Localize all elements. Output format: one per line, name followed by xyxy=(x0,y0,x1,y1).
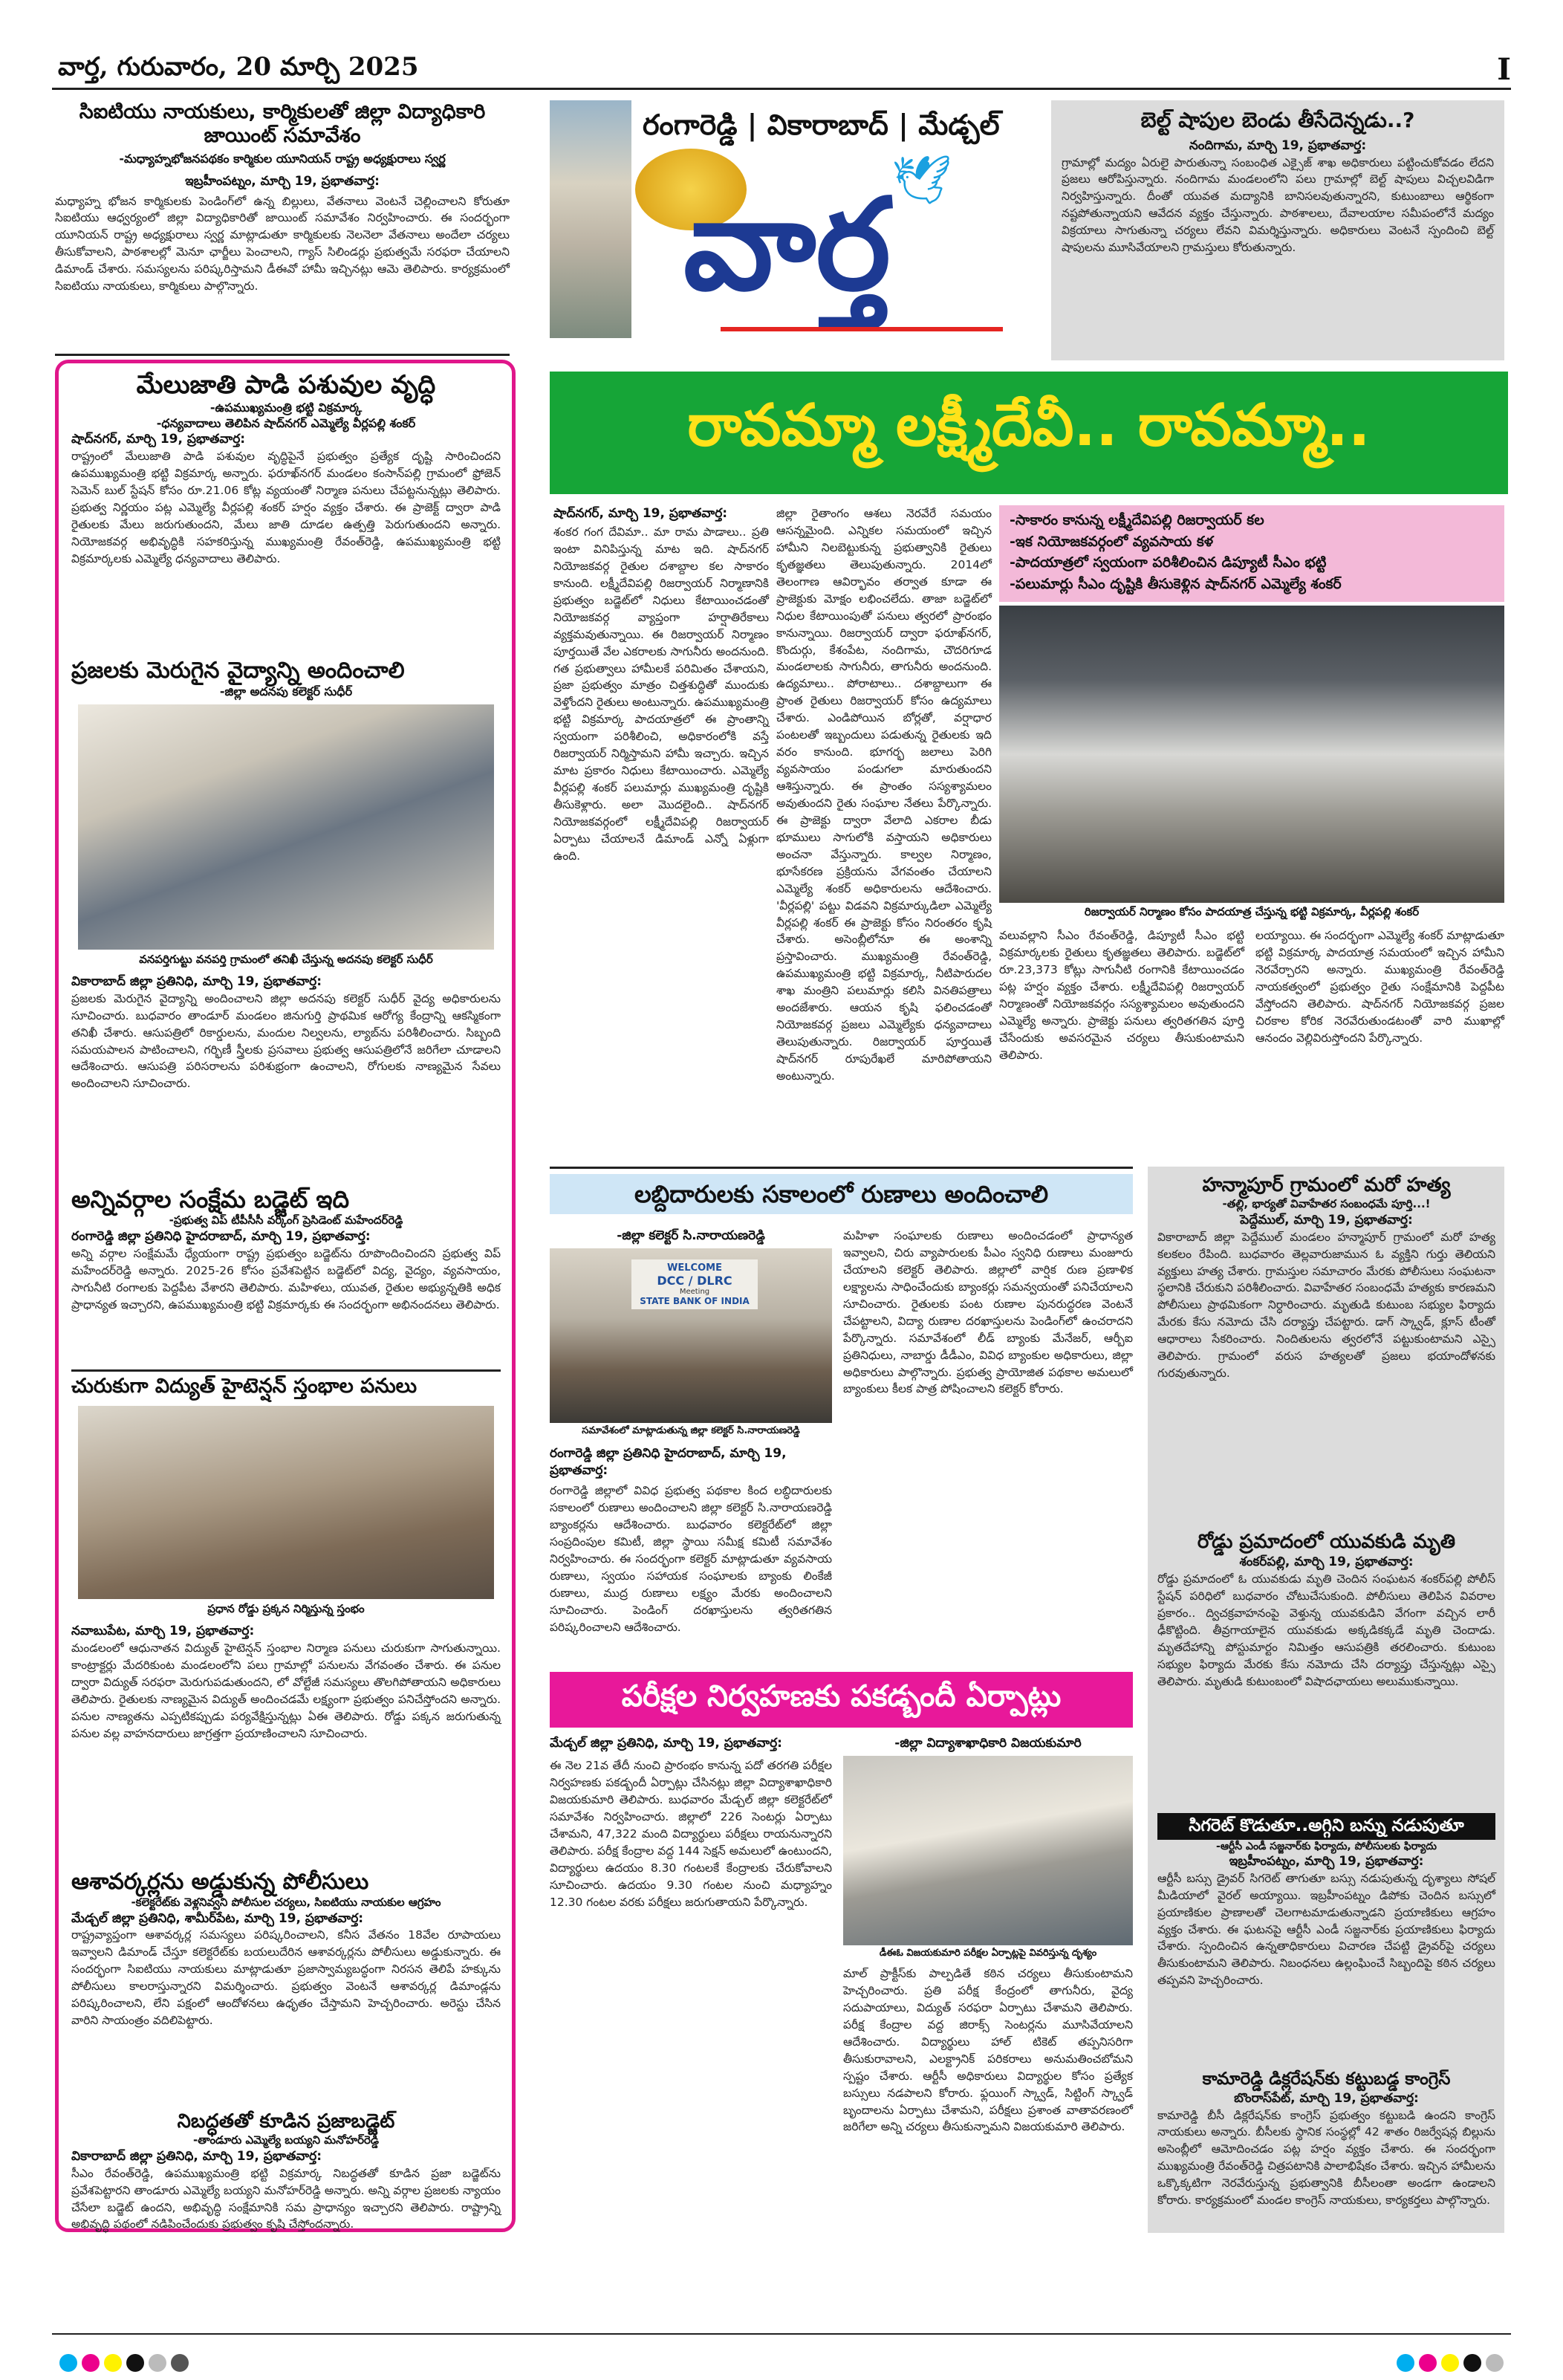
registration-mark xyxy=(1397,2354,1414,2372)
dateline: నవాబుపేట, మార్చి 19, ప్రభాతవార్త: xyxy=(71,1624,255,1639)
bullet-3: -పాదయాత్రలో స్వయంగా పరిశీలించిన డిప్యూటీ సీఎం భట్టి xyxy=(1010,554,1327,571)
dateline: మేడ్చల్ జిల్లా ప్రతినిధి, శామీర్‌పేట, మార్చి 19, ప్రభాతవార్త: xyxy=(71,1910,364,1926)
meeting-banner xyxy=(631,1259,758,1309)
headline: పరీక్షల నిర్వహణకు పకడ్బందీ ఏర్పాట్లు xyxy=(621,1679,1062,1713)
subheadline: -జిల్లా అదనపు కలెక్టర్ సుధీర్ xyxy=(219,684,353,698)
article-budget xyxy=(71,1185,501,1367)
article-body-2: మాల్ ప్రాక్టీస్‌కు పాల్పడితే కఠిన చర్యలు తీసుకుంటామని హెచ్చరించారు. ప్రతి పరీక్ష కేంద్రంలో తాగునీరు, వైద్య సదుపాయాలు, విద్యుత్ సరఫరా ఏర్పాటు చేశామని తెలిపారు. పరీక్ష కేంద్రాల వద్ద జిరాక్స్ సెంటర్లను మూసివేయాలని ఆదేశించారు. విద్యార్థులు హాల్ టికెట్ తప్పనిసరిగా తీసుకురావాలని, ఎలక్ట్రానిక్ పరికరాలు అనుమతించబోమని స్పష్టం చేశారు. ఆర్టీసీ అధికారులు విద్యార్థుల కోసం ప్రత్యేక బస్సులు నడపాలని కోరారు. ఫ్లయింగ్ స్క్వాడ్, సిట్టింగ్ స్క్వాడ్ బృందాలను ఏర్పాటు చేశామని, పరీక్షలు ప్రశాంత వాతావరణంలో జరిగేలా అన్ని చర్యలు తీసుకున్నామని విజయకుమారి తెలిపారు. xyxy=(843,1967,1133,2134)
headline: సిఐటియు నాయకులు, కార్మికులతో జిల్లా విద్యాధికారి జాయింట్ సమావేశం xyxy=(79,100,486,148)
main-dateline xyxy=(553,505,769,522)
main-headline: రావమ్మా లక్ష్మీదేవీ.. రావమ్మా.. xyxy=(687,392,1371,459)
subheadline: -ప్రభుత్వ విప్ టీపీసీసీ వర్కింగ్ ప్రెసిడెంట్ మహేందర్‌రెడ్డి xyxy=(169,1213,403,1228)
article-body: రోడ్డు ప్రమాదంలో ఓ యువకుడు మృతి చెందిన సంఘటన శంకర్‌పల్లి పోలీస్ స్టేషన్ పరిధిలో బుధవారం చోటుచేసుకుంది. పోలీసులు తెలిపిన వివరాల ప్రకారం.. ద్విచక్రవాహనంపై వెళ్తున్న యువకుడిని వేగంగా వచ్చిన లారీ ఢీకొట్టింది. తీవ్రగాయాలైన యువకుడు అక్కడికక్కడే మృతి చెందాడు. మృతదేహాన్ని పోస్టుమార్టం నిమిత్తం ఆసుపత్రికి తరలించారు. కుటుంబ సభ్యుల ఫిర్యాదు మేరకు కేసు నమోదు చేసి దర్యాప్తు చేస్తున్నట్లు ఎస్సై తెలిపారు. మృతుడి కుటుంబంలో విషాదఛాయలు అలుముకున్నాయి. xyxy=(1157,1572,1495,1688)
page-header-date: వార్త, గురువారం, 20 మార్చి 2025 xyxy=(58,52,419,82)
photo-caption: సమావేశంలో మాట్లాడుతున్న జిల్లా కలెక్టర్ సి.నారాయణరెడ్డి xyxy=(582,1425,800,1436)
article-body: రంగారెడ్డి జిల్లాలో వివిధ ప్రభుత్వ పథకాల కింద లబ్ధిదారులకు సకాలంలో రుణాలు అందించాలని జిల్లా కలెక్టర్ సి.నారాయణరెడ్డి బ్యాంకర్లను ఆదేశించారు. బుధవారం కలెక్టరేట్‌లో జిల్లా సంప్రదింపుల కమిటీ, జిల్లా స్థాయి సమీక్ష కమిటీ సమావేశం నిర్వహించారు. ఈ సందర్భంగా కలెక్టర్ మాట్లాడుతూ వ్యవసాయ రుణాలు, స్వయం సహాయక సంఘాలకు బ్యాంకు లింకేజీ రుణాలు, ముద్ర రుణాలు లక్ష్యం మేరకు అందించాలని సూచించారు. పెండింగ్ దరఖాస్తులను త్వరితగతిన పరిష్కరించాలని ఆదేశించారు. xyxy=(550,1484,832,1634)
dateline: పెద్దేముల్, మార్చి 19, ప్రభాతవార్త: xyxy=(1240,1212,1413,1228)
article-electric xyxy=(71,1375,501,1865)
headline: ఆశావర్కర్లను అడ్డుకున్న పోలీసులు xyxy=(71,1869,369,1895)
masthead-brand: వార్త xyxy=(683,172,891,319)
headline: ప్రజలకు మెరుగైన వైద్యాన్ని అందించాలి xyxy=(71,658,405,684)
meeting-photo xyxy=(550,1248,832,1423)
article-asha xyxy=(71,1869,501,2092)
dateline: రంగారెడ్డి జిల్లా ప్రతినిధి హైదరాబాద్, మార్చి 19, ప్రభాతవార్త: xyxy=(550,1446,787,1478)
registration-mark xyxy=(149,2354,166,2372)
headline: చురుకుగా విద్యుత్ హైటెన్షన్ స్తంభాల పనులు xyxy=(71,1375,417,1398)
article-belt-shops xyxy=(1051,100,1504,360)
padayatra-photo xyxy=(999,606,1504,903)
registration-mark xyxy=(1441,2354,1459,2372)
article-kamareddy xyxy=(1157,2069,1495,2229)
article-body: ప్రజలకు మెరుగైన వైద్యాన్ని అందించాలని జిల్లా అదనపు కలెక్టర్ సుధీర్ వైద్య అధికారులను సూచించారు. బుధవారం తాండూర్ మండలం జినుగుర్తి ప్రాథమిక ఆరోగ్య కేంద్రాన్ని ఆకస్మికంగా తనిఖీ చేశారు. ఆసుపత్రిలో రికార్డులను, మందుల నిల్వలను, ల్యాబ్‌ను పరిశీలించారు. సిబ్బంది సమయపాలన పాటించాలని, గర్భిణీ స్త్రీలకు ప్రసవాలు ప్రభుత్వ ఆసుపత్రిలోనే జరిగేలా చూడాలని ఆదేశించారు. ఆసుపత్రి పరిసరాలను పరిశుభ్రంగా ఉంచాలని, రోగులకు నాణ్యమైన సేవలు అందించాలని సూచించారు. xyxy=(71,991,501,1091)
main-col-5: లయ్యాయి. ఈ సందర్భంగా ఎమ్మెల్యే శంకర్ మాట్లాడుతూ భట్టి విక్రమార్క పాదయాత్ర సమయంలో ఇచ్చిన హామీని నెరవేర్చారని అన్నారు. ముఖ్యమంత్రి రేవంత్‌రెడ్డి నాయకత్వంలో ప్రభుత్వం రైతు సంక్షేమానికి పెద్దపీట వేస్తోందని తెలిపారు. షాద్‌నగర్ నియోజకవర్గ ప్రజల చిరకాల కోరిక నెరవేరుతుండటంతో వారి ముఖాల్లో ఆనందం వెల్లివిరుస్తోందని పేర్కొన్నారు. xyxy=(1255,929,1504,1045)
dateline: ఇబ్రహీంపట్నం, మార్చి 19, ప్రభాతవార్త: xyxy=(1229,1853,1424,1869)
banner-dcc: DCC / DLRC xyxy=(657,1274,732,1288)
article-exams-banner xyxy=(550,1672,1133,1728)
article-exams xyxy=(550,1735,1133,2233)
article-body: కామారెడ్డి బీసీ డిక్లరేషన్‌కు కాంగ్రెస్ ప్రభుత్వం కట్టుబడి ఉందని కాంగ్రెస్ నాయకులు అన్నారు. బీసీలకు స్థానిక సంస్థల్లో 42 శాతం రిజర్వేషన్ల బిల్లును అసెంబ్లీలో ఆమోదించడం పట్ల హర్షం వ్యక్తం చేశారు. ఈ సందర్భంగా ముఖ్యమంత్రి రేవంత్‌రెడ్డి చిత్రపటానికి పాలాభిషేకం చేశారు. ఇచ్చిన హామీలను ఒక్కొక్కటిగా నెరవేరుస్తున్న ప్రభుత్వానికి బీసీలంతా అండగా ఉండాలని కోరారు. కార్యక్రమంలో మండల కాంగ్రెస్ నాయకులు, కార్యకర్తలు పాల్గొన్నారు. xyxy=(1157,2108,1495,2208)
main-col-2: జిల్లా రైతాంగం ఆశలు నెరవేరే సమయం ఆసన్నమైంది. ఎన్నికల సమయంలో ఇచ్చిన హామీని నిలబెట్టుకున్న ప్రభుత్వానికి రైతులు కృతజ్ఞతలు తెలుపుతున్నారు. 2014లో తెలంగాణ ఆవిర్భావం తర్వాత కూడా ఈ ప్రాజెక్టుకు మోక్షం లభించలేదు. తాజా బడ్జెట్‌లో నిధుల కేటాయింపుతో పనులు త్వరలో ప్రారంభం కానున్నాయి. రిజర్వాయర్ ద్వారా ఫరూఖ్‌నగర్, కొందుర్గు, కేశంపేట, నందిగామ, చౌదరిగూడ మండలాలకు సాగునీరు, తాగునీరు అందనుంది. ఉద్యమాలు.. పోరాటాలు.. దశాబ్దాలుగా ఈ ప్రాంత రైతులు రిజర్వాయర్ కోసం ఉద్యమాలు చేశారు. ఎండిపోయిన బోర్లతో, వర్షాధార పంటలతో ఇబ్బందులు పడుతున్న రైతులకు ఇది వరం కానుంది. భూగర్భ జలాలు పెరిగి వ్యవసాయం పండుగలా మారుతుందని ఆశిస్తున్నారు. ఈ ప్రాంతం సస్యశ్యామలం అవుతుందని రైతు సంఘాల నేతలు పేర్కొన్నారు. ఈ ప్రాజెక్టు ద్వారా వేలాది ఎకరాల బీడు భూములు సాగులోకి వస్తాయని అధికారులు అంచనా వేస్తున్నారు. కాల్వల నిర్మాణం, భూసేకరణ ప్రక్రియను వేగవంతం చేయాలని ఎమ్మెల్యే శంకర్ అధికారులను ఆదేశించారు. 'వీర్లపల్లి' పట్టు విడవని విక్రమార్కుడిలా ఎమ్మెల్యే వీర్లపల్లి శంకర్ ఈ ప్రాజెక్టు కోసం నిరంతరం కృషి చేశారు. అసెంబ్లీలోనూ ఈ అంశాన్ని ప్రస్తావించారు. ముఖ్యమంత్రి రేవంత్‌రెడ్డి, ఉపముఖ్యమంత్రి భట్టి విక్రమార్క, నీటిపారుదల శాఖ మంత్రిని పలుమార్లు కలిసి వినతిపత్రాలు అందజేశారు. ఆయన కృషి ఫలించడంతో నియోజకవర్గ ప్రజలు ఎమ్మెల్యేకు ధన్యవాదాలు తెలుపుతున్నారు. రిజర్వాయర్ పూర్తయితే షాద్‌నగర్ రూపురేఖలే మారిపోతాయని అంటున్నారు. xyxy=(776,507,992,1083)
photo-caption: రిజర్వాయర్ నిర్మాణం కోసం పాదయాత్ర చేస్తున్న భట్టి విక్రమార్క, వీర్లపల్లి శంకర్ xyxy=(1084,905,1420,918)
photo-caption: వనపర్తిగుట్టు వనపర్తి గ్రామంలో తనిఖీ చేస్తున్న అదనపు కలెక్టర్ సుధీర్ xyxy=(139,952,433,966)
article-body: మండలంలో ఆధునాతన విద్యుత్ హైటెన్షన్ స్తంభాల నిర్మాణ పనులు చురుకుగా సాగుతున్నాయి. కాంట్రాక్టర్లు మేదరికుంట మండలంలోని పలు గ్రామాల్లో పనులను వేగవంతం చేశారు. ఈ పనుల ద్వారా విద్యుత్ సరఫరా మెరుగుపడుతుందని, లో వోల్టేజీ సమస్యలు తొలగిపోతాయని అధికారులు తెలిపారు. రైతులకు నాణ్యమైన విద్యుత్ అందించడమే లక్ష్యంగా ప్రభుత్వం పనిచేస్తోందని అన్నారు. పనుల నాణ్యతను ఎప్పటికప్పుడు పర్యవేక్షిస్తున్నట్లు ఏఈ తెలిపారు. రోడ్డు పక్కన జరుగుతున్న పనుల వల్ల వాహనదారులు జాగ్రత్తగా ప్రయాణించాలని సూచించారు. xyxy=(71,1641,501,1741)
bullet-2: -ఇక నియోజకవర్గంలో వ్యవసాయ కళ xyxy=(1010,533,1214,550)
article-body: రాష్ట్రవ్యాప్తంగా ఆశావర్కర్ల సమస్యలు పరిష్కరించాలని, కనీస వేతనం 18వేల రూపాయలు ఇవ్వాలని డిమాండ్ చేస్తూ కలెక్టరేట్‌కు బయలుదేరిన ఆశావర్కర్లను పోలీసులు అడ్డుకున్నారు. ఈ సందర్భంగా సిఐటియు నాయకులు మాట్లాడుతూ ప్రజాస్వామ్యబద్ధంగా నిరసన తెలిపే హక్కును పోలీసులు కాలరాస్తున్నారని విమర్శించారు. ప్రభుత్వం వెంటనే ఆశావర్కర్ల డిమాండ్లను పరిష్కరించాలని, లేని పక్షంలో ఆందోళనలు ఉధృతం చేస్తామని హెచ్చరించారు. అరెస్టు చేసిన వారిని సాయంత్రం వదిలిపెట్టారు. xyxy=(71,1928,501,2028)
registration-mark xyxy=(1463,2354,1481,2372)
masthead-edition: రంగారెడ్డి | వికారాబాద్ | మేడ్చల్ xyxy=(643,108,1000,141)
headline: హన్మాపూర్ గ్రామంలో మరో హత్య xyxy=(1202,1174,1451,1196)
divider xyxy=(55,354,510,356)
main-col-1: శంకర గంగ దేవిమా.. మా రామ పాడాలు.. ప్రతి ఇంటా వినిపిస్తున్న మాట ఇది. షాద్‌నగర్ నియోజకవర్గ రైతుల దశాబ్దాల కల సాకారం కానుంది. లక్ష్మీదేవిపల్లి రిజర్వాయర్ నిర్మాణానికి ప్రభుత్వం బడ్జెట్‌లో నిధులు కేటాయించడంతో నియోజకవర్గ వ్యాప్తంగా హర్షాతిరేకాలు వ్యక్తమవుతున్నాయి. ఈ రిజర్వాయర్ నిర్మాణం పూర్తయితే వేల ఎకరాలకు సాగునీరు అందనుంది. గత ప్రభుత్వాలు హామీలకే పరిమితం చేశాయని, ప్రజా ప్రభుత్వం మాత్రం చిత్తశుద్ధితో ముందుకు వెళ్తోందని రైతులు అంటున్నారు. ఉపముఖ్యమంత్రి భట్టి విక్రమార్క పాదయాత్రలో ఈ ప్రాంతాన్ని స్వయంగా పరిశీలించి, అధికారంలోకి వస్తే రిజర్వాయర్ నిర్మిస్తామని హామీ ఇచ్చారు. ఇచ్చిన మాట ప్రకారం నిధులు కేటాయించారు. ఎమ్మెల్యే వీర్లపల్లి శంకర్ పలుమార్లు ముఖ్యమంత్రి దృష్టికి తీసుకెళ్లారు. అలా మొదలైంది.. షాద్‌నగర్ నియోజకవర్గంలో లక్ష్మీదేవిపల్లి రిజర్వాయర్ ఏర్పాటు చేయాలనే డిమాండ్ ఎన్నో ఏళ్లుగా ఉంది. xyxy=(553,525,769,863)
article-body: గ్రామాల్లో మద్యం ఏరులై పారుతున్నా సంబంధిత ఎక్సైజ్ శాఖ అధికారులు పట్టించుకోవడం లేదని ప్రజలు ఆరోపిస్తున్నారు. నందిగామ మండలంలోని పలు గ్రామాల్లో బెల్ట్ షాపులు విచ్చలవిడిగా నిర్వహిస్తున్నారు. దీంతో యువత మద్యానికి బానిసలవుతున్నారని, కుటుంబాలు ఆర్థికంగా నష్టపోతున్నాయని ఆవేదన వ్యక్తం చేస్తున్నారు. పాఠశాలలు, దేవాలయాల సమీపంలోనే మద్యం విక్రయాలు సాగుతున్నా చర్యలు లేవని విమర్శిస్తున్నారు. అధికారులు వెంటనే స్పందించి బెల్ట్ షాపులను మూసివేయాలని గ్రామస్తులు కోరుతున్నారు. xyxy=(1062,155,1494,255)
article-body: ఆర్టీసీ బస్సు డ్రైవర్ సిగరెట్ తాగుతూ బస్సు నడుపుతున్న దృశ్యాలు సోషల్ మీడియాలో వైరల్ అయ్యాయి. ఇబ్రహీంపట్నం డిపోకు చెందిన బస్సులో ప్రయాణికుల ప్రాణాలతో చెలగాటమాడుతున్నాడని ప్రయాణికులు ఆగ్రహం వ్యక్తం చేశారు. ఈ ఘటనపై ఆర్టీసీ ఎండీ సజ్జనార్‌కు ప్రయాణికులు ఫిర్యాదు చేశారు. స్పందించిన ఉన్నతాధికారులు విచారణ చేపట్టి డ్రైవర్‌పై చర్యలు తీసుకుంటామని తెలిపారు. నిబంధనలు ఉల్లంఘించే సిబ్బందిపై కఠిన చర్యలు తప్పవని హెచ్చరించారు. xyxy=(1157,1871,1495,1988)
dateline: బొంరాస్‌పేట్, మార్చి 19, ప్రభాతవార్త: xyxy=(1234,2090,1419,2106)
article-body: సీఎం రేవంత్‌రెడ్డి, ఉపముఖ్యమంత్రి భట్టి విక్రమార్క నిబద్ధతతో కూడిన ప్రజా బడ్జెట్‌ను ప్రవేశపెట్టారని తాండూరు ఎమ్మెల్యే బయ్యని మనోహర్‌రెడ్డి అన్నారు. అన్ని వర్గాల ప్రజలకు న్యాయం చేసేలా బడ్జెట్ ఉందని, అభివృద్ధి సంక్షేమానికి సమ ప్రాధాన్యం ఇచ్చారని తెలిపారు. రాష్ట్రాన్ని అభివృద్ధి పథంలో నడిపించేందుకు ప్రభుత్వం కృషి చేస్తోందన్నారు. xyxy=(71,2166,501,2231)
divider xyxy=(71,1369,501,1372)
divider xyxy=(550,1167,1133,1169)
masthead xyxy=(550,100,1033,346)
subheadline: -కలెక్టరేట్‌కు వెళ్లనివ్వని పోలీసుల చర్యలు, సిఐటియు నాయకుల ఆగ్రహం xyxy=(131,1896,441,1909)
article-citu xyxy=(55,100,510,357)
subheadline: -జిల్లా కలెక్టర్ సి.నారాయణరెడ్డి xyxy=(617,1228,765,1243)
registration-mark xyxy=(171,2354,189,2372)
exam-meeting-photo xyxy=(843,1756,1133,1945)
subheadline: -జిల్లా విద్యాశాఖాధికారి విజయకుమారి xyxy=(894,1736,1082,1751)
main-bullets xyxy=(999,505,1504,602)
registration-mark xyxy=(126,2354,144,2372)
main-col-4: వలువల్లాని సీఎం రేవంత్‌రెడ్డి, డిప్యూటీ సీఎం భట్టి విక్రమార్కలకు రైతులు కృతజ్ఞతలు తెలిపారు. బడ్జెట్‌లో రూ.23,373 కోట్లు సాగునీటి రంగానికి కేటాయించడం పట్ల హర్షం వ్యక్తం చేశారు. లక్ష్మీదేవిపల్లి రిజర్వాయర్ నిర్మాణంతో నియోజకవర్గం సస్యశ్యామలం అవుతుందని ఎమ్మెల్యే అన్నారు. ప్రాజెక్టు పనులు త్వరితగతిన పూర్తి చేసేందుకు అవసరమైన చర్యలు తీసుకుంటామని తెలిపారు. xyxy=(999,929,1244,1062)
article-body-2: మహిళా సంఘాలకు రుణాలు అందించడంలో ప్రాధాన్యత ఇవ్వాలని, చిరు వ్యాపారులకు పీఎం స్వనిధి రుణాలు మంజూరు చేయాలని కలెక్టర్ తెలిపారు. జిల్లాలో వార్షిక రుణ ప్రణాళిక లక్ష్యాలను సాధించేందుకు బ్యాంకర్లు సమన్వయంతో పనిచేయాలని సూచించారు. రైతులకు పంట రుణాల పునరుద్ధరణ వెంటనే చేపట్టాలని, విద్యా రుణాల దరఖాస్తులను పెండింగ్‌లో ఉంచరాదని పేర్కొన్నారు. సమావేశంలో లీడ్ బ్యాంకు మేనేజర్, ఆర్బీఐ ప్రతినిధులు, నాబార్డు డీడీఎం, వివిధ బ్యాంకుల అధికారులు, జిల్లా అధికారులు పాల్గొన్నారు. ప్రభుత్వ ప్రాయోజిత పథకాల అమలులో బ్యాంకులు కీలక పాత్ర పోషించాలని కలెక్టర్ కోరారు. xyxy=(843,1229,1133,1396)
headline: రోడ్డు ప్రమాదంలో యువకుడి మృతి xyxy=(1197,1531,1456,1553)
dateline: వికారాబాద్ జిల్లా ప్రతినిధి, మార్చి 19, ప్రభాతవార్త: xyxy=(71,2148,322,2164)
headline: సిగరెట్ కొడుతూ..అగ్గిని బన్ను నడుపుతూ xyxy=(1157,1813,1495,1840)
photo-caption: డీఈఓ విజయకుమారి పరీక్షల ఏర్పాట్లపై వివరిస్తున్న దృశ్యం xyxy=(879,1948,1097,1959)
banner-welcome: WELCOME xyxy=(667,1262,722,1274)
dateline: ఇబ్రహీంపట్నం, మార్చి 19, ప్రభాతవార్త: xyxy=(185,173,380,189)
article-accident xyxy=(1157,1531,1495,1809)
headline-box xyxy=(550,1174,1133,1214)
masthead-bird-icon: 🕊 xyxy=(891,153,952,208)
article-body: మధ్యాహ్న భోజన కార్మికులకు పెండింగ్‌లో ఉన్న బిల్లులు, వేతనాలు వెంటనే చెల్లించాలని కోరుతూ సిఐటియు ఆధ్వర్యంలో జిల్లా విద్యాధికారితో జాయింట్ సమావేశం నిర్వహించారు. ఈ సందర్భంగా యూనియన్ రాష్ట్ర అధ్యక్షురాలు స్వర్ణ మాట్లాడుతూ కార్మికులకు నెలనెలా వేతనాలు అందేలా చర్యలు తీసుకోవాలని, పాఠశాలల్లో మెనూ ఛార్జీలు పెంచాలని, గ్యాస్ సిలిండర్లు ప్రభుత్వమే సరఫరా చేయాలని డిమాండ్ చేశారు. సమస్యలను పరిష్కరిస్తామని డీఈవో హామీ ఇచ్చినట్లు ఆమె తెలిపారు. కార్యక్రమంలో సిఐటియు నాయకులు, కార్మికులు పాల్గొన్నారు. xyxy=(55,194,510,294)
article-body: ఈ నెల 21వ తేదీ నుంచి ప్రారంభం కానున్న పదో తరగతి పరీక్షల నిర్వహణకు పకడ్బందీ ఏర్పాట్లు చేసినట్లు జిల్లా విద్యాశాఖాధికారి విజయకుమారి తెలిపారు. బుధవారం మేడ్చల్ జిల్లా కలెక్టరేట్‌లో సమావేశం నిర్వహించారు. జిల్లాలో 226 సెంటర్లు ఏర్పాటు చేశామని, 47,322 మంది విద్యార్థులు పరీక్షలు రాయనున్నారని తెలిపారు. పరీక్ష కేంద్రాల వద్ద 144 సెక్షన్ అమలులో ఉంటుందని, విద్యార్థులు ఉదయం 8.30 గంటలకే కేంద్రాలకు చేరుకోవాలని సూచించారు. ఉదయం 9.30 గంటల నుంచి మధ్యాహ్నం 12.30 గంటల వరకు పరీక్షలు జరుగుతాయని పేర్కొన్నారు. xyxy=(550,1759,832,1909)
subheadline: -తల్లి, భార్యతో వివాహేతర సంబంధమే పూర్తి...! xyxy=(1222,1197,1431,1211)
main-headline-banner xyxy=(550,372,1508,494)
headline: కామారెడ్డి డిక్లరేషన్‌కు కట్టుబడ్డ కాంగ్రెస్ xyxy=(1202,2069,1451,2089)
dateline: షాద్‌నగర్, మార్చి 19, ప్రభాతవార్త: xyxy=(553,506,728,521)
bullet-1: -సాకారం కానున్న లక్ష్మీదేవిపల్లి రిజర్వాయర్ కల xyxy=(1010,512,1264,528)
banner-sbi: STATE BANK OF INDIA xyxy=(640,1296,750,1306)
article-cigarette xyxy=(1157,1813,1495,2066)
headline: నిబద్ధతతో కూడిన ప్రజాబడ్జెట్ xyxy=(177,2110,395,2133)
banner-meeting: Meeting xyxy=(679,1288,710,1296)
headline: మేలుజాతి పాడి పశువుల వృద్ధి xyxy=(136,370,436,400)
medical-photo xyxy=(78,704,494,950)
registration-mark xyxy=(1486,2354,1504,2372)
photo-caption: ప్రధాన రోడ్డు ప్రక్కన నిర్మిస్తున్న స్తంభం xyxy=(207,1602,365,1616)
masthead-temple-photo xyxy=(550,100,631,338)
article-medical xyxy=(71,658,501,1184)
bullet-4: -పలుమార్లు సీఎం దృష్టికి తీసుకెళ్లిన షాద్‌నగర్ ఎమ్మెల్యే శంకర్ xyxy=(1010,575,1342,592)
registration-mark xyxy=(104,2354,122,2372)
article-dairy xyxy=(71,370,501,656)
dateline: వికారాబాద్ జిల్లా ప్రతినిధి, మార్చి 19, ప్రభాతవార్త: xyxy=(71,973,322,989)
headline: బెల్ట్ షాపుల బెండు తీసేదెన్నడు..? xyxy=(1140,108,1415,132)
page-number: I xyxy=(1497,52,1511,87)
registration-mark xyxy=(82,2354,100,2372)
article-people-budget xyxy=(71,2110,501,2229)
masthead-underline xyxy=(721,327,1003,331)
article-loans xyxy=(550,1174,1133,1664)
subheadline: -ఉపముఖ్యమంత్రి భట్టి విక్రమార్క xyxy=(209,400,363,415)
electric-pole-photo xyxy=(78,1406,494,1599)
registration-mark xyxy=(1419,2354,1437,2372)
article-body: రాష్ట్రంలో మేలుజాతి పాడి పశువుల వృద్ధిపైనే ప్రభుత్వం ప్రత్యేక దృష్టి సారించిందని ఉపముఖ్యమంత్రి భట్టి విక్రమార్క అన్నారు. ఫరూఖ్‌నగర్ మండలం కంసాన్‌పల్లి గ్రామంలో ఫ్రోజెన్ సెమెన్ బుల్ స్టేషన్ కోసం రూ.21.06 కోట్ల వ్యయంతో నిర్మాణ పనులు చేపట్టనున్నట్లు తెలిపారు. ప్రభుత్వ నిర్ణయం పట్ల ఎమ్మెల్యే వీర్లపల్లి శంకర్ హర్షం వ్యక్తం చేశారు. ఈ ప్రాజెక్ట్ ద్వారా పాడి రైతులకు మేలు జరుగుతుందని, మేలు జాతి దూడల ఉత్పత్తి పెరుగుతుందని అన్నారు. నియోజకవర్గ అభివృద్ధికి సహకరిస్తున్న ముఖ్యమంత్రి రేవంత్‌రెడ్డి, ఉపముఖ్యమంత్రి భట్టి విక్రమార్కలకు ఎమ్మెల్యే ధన్యవాదాలు తెలిపారు. xyxy=(71,450,501,565)
subheadline: -ఆర్టీసీ ఎండీ సజ్జనార్‌కు ఫిర్యాదు, పోలీసులకు ఫిర్యాదు xyxy=(1216,1840,1437,1852)
headline: లబ్దిదారులకు సకాలంలో రుణాలు అందించాలి xyxy=(634,1180,1049,1208)
dateline: శంకర్‌పల్లి, మార్చి 19, ప్రభాతవార్త: xyxy=(1239,1554,1414,1570)
article-body: అన్ని వర్గాల సంక్షేమమే ధ్యేయంగా రాష్ట్ర ప్రభుత్వం బడ్జెట్‌ను రూపొందించిందని ప్రభుత్వ విప్ మహేందర్‌రెడ్డి అన్నారు. 2025-26 కోసం ప్రవేశపెట్టిన బడ్జెట్‌లో విద్య, వైద్యం, వ్యవసాయం, సాగునీటి రంగాలకు పెద్దపీట వేశారని తెలిపారు. మహిళలు, యువత, రైతుల అభ్యున్నతికి అధిక ప్రాధాన్యత ఇచ్చారని, ఉపముఖ్యమంత్రి భట్టి విక్రమార్కకు ఈ సందర్భంగా అభినందనలు తెలిపారు. xyxy=(71,1246,501,1311)
dateline: రంగారెడ్డి జిల్లా ప్రతినిధి హైదరాబాద్, మార్చి 19, ప్రభాతవార్త: xyxy=(71,1228,371,1244)
subheadline: -తాండూరు ఎమ్మెల్యే బయ్యని మనోహర్‌రెడ్డి xyxy=(193,2133,379,2147)
dateline: మేడ్చల్ జిల్లా ప్రతినిధి, మార్చి 19, ప్రభాతవార్త: xyxy=(550,1736,782,1751)
article-murder xyxy=(1157,1174,1495,1531)
article-body: వికారాబాద్ జిల్లా పెద్దేముల్ మండలం హన్మాపూర్ గ్రామంలో మరో హత్య కలకలం రేపింది. బుధవారం తెల్లవారుజామున ఓ వ్యక్తిని గుర్తు తెలియని వ్యక్తులు హత్య చేశారు. గ్రామస్తుల సమాచారం మేరకు పోలీసులు సంఘటనా స్థలానికి చేరుకుని పరిశీలించారు. వివాహేతర సంబంధమే హత్యకు కారణమని పోలీసులు ప్రాథమికంగా నిర్ధారించారు. మృతుడి కుటుంబ సభ్యుల ఫిర్యాదు మేరకు కేసు నమోదు చేసి దర్యాప్తు చేపట్టారు. డాగ్ స్క్వాడ్, క్లూస్ టీంతో ఆధారాలు సేకరించారు. నిందితులను త్వరలోనే పట్టుకుంటామని ఎస్సై తెలిపారు. గ్రామంలో వరుస హత్యలతో ప్రజలు భయాందోళనకు గురవుతున్నారు. xyxy=(1157,1230,1495,1381)
dateline: షాద్‌నగర్, మార్చి 19, ప్రభాతవార్త: xyxy=(71,432,246,447)
registration-mark xyxy=(59,2354,77,2372)
subheadline: -ధన్యవాదాలు తెలిపిన షాద్‌నగర్ ఎమ్మెల్యే వీర్లపల్లి శంకర్ xyxy=(156,415,416,430)
headline: అన్నివర్గాల సంక్షేమ బడ్జెట్ ఇది xyxy=(71,1185,350,1213)
dateline: నందిగామ, మార్చి 19, ప్రభాతవార్త: xyxy=(1189,137,1367,153)
footer-rule xyxy=(52,2333,1511,2335)
header-rule xyxy=(52,88,1511,90)
subheadline: -మధ్యాహ్నభోజనపథకం కార్మికుల యూనియన్ రాష్ట్ర అధ్యక్షురాలు స్వర్ణ xyxy=(119,151,446,166)
